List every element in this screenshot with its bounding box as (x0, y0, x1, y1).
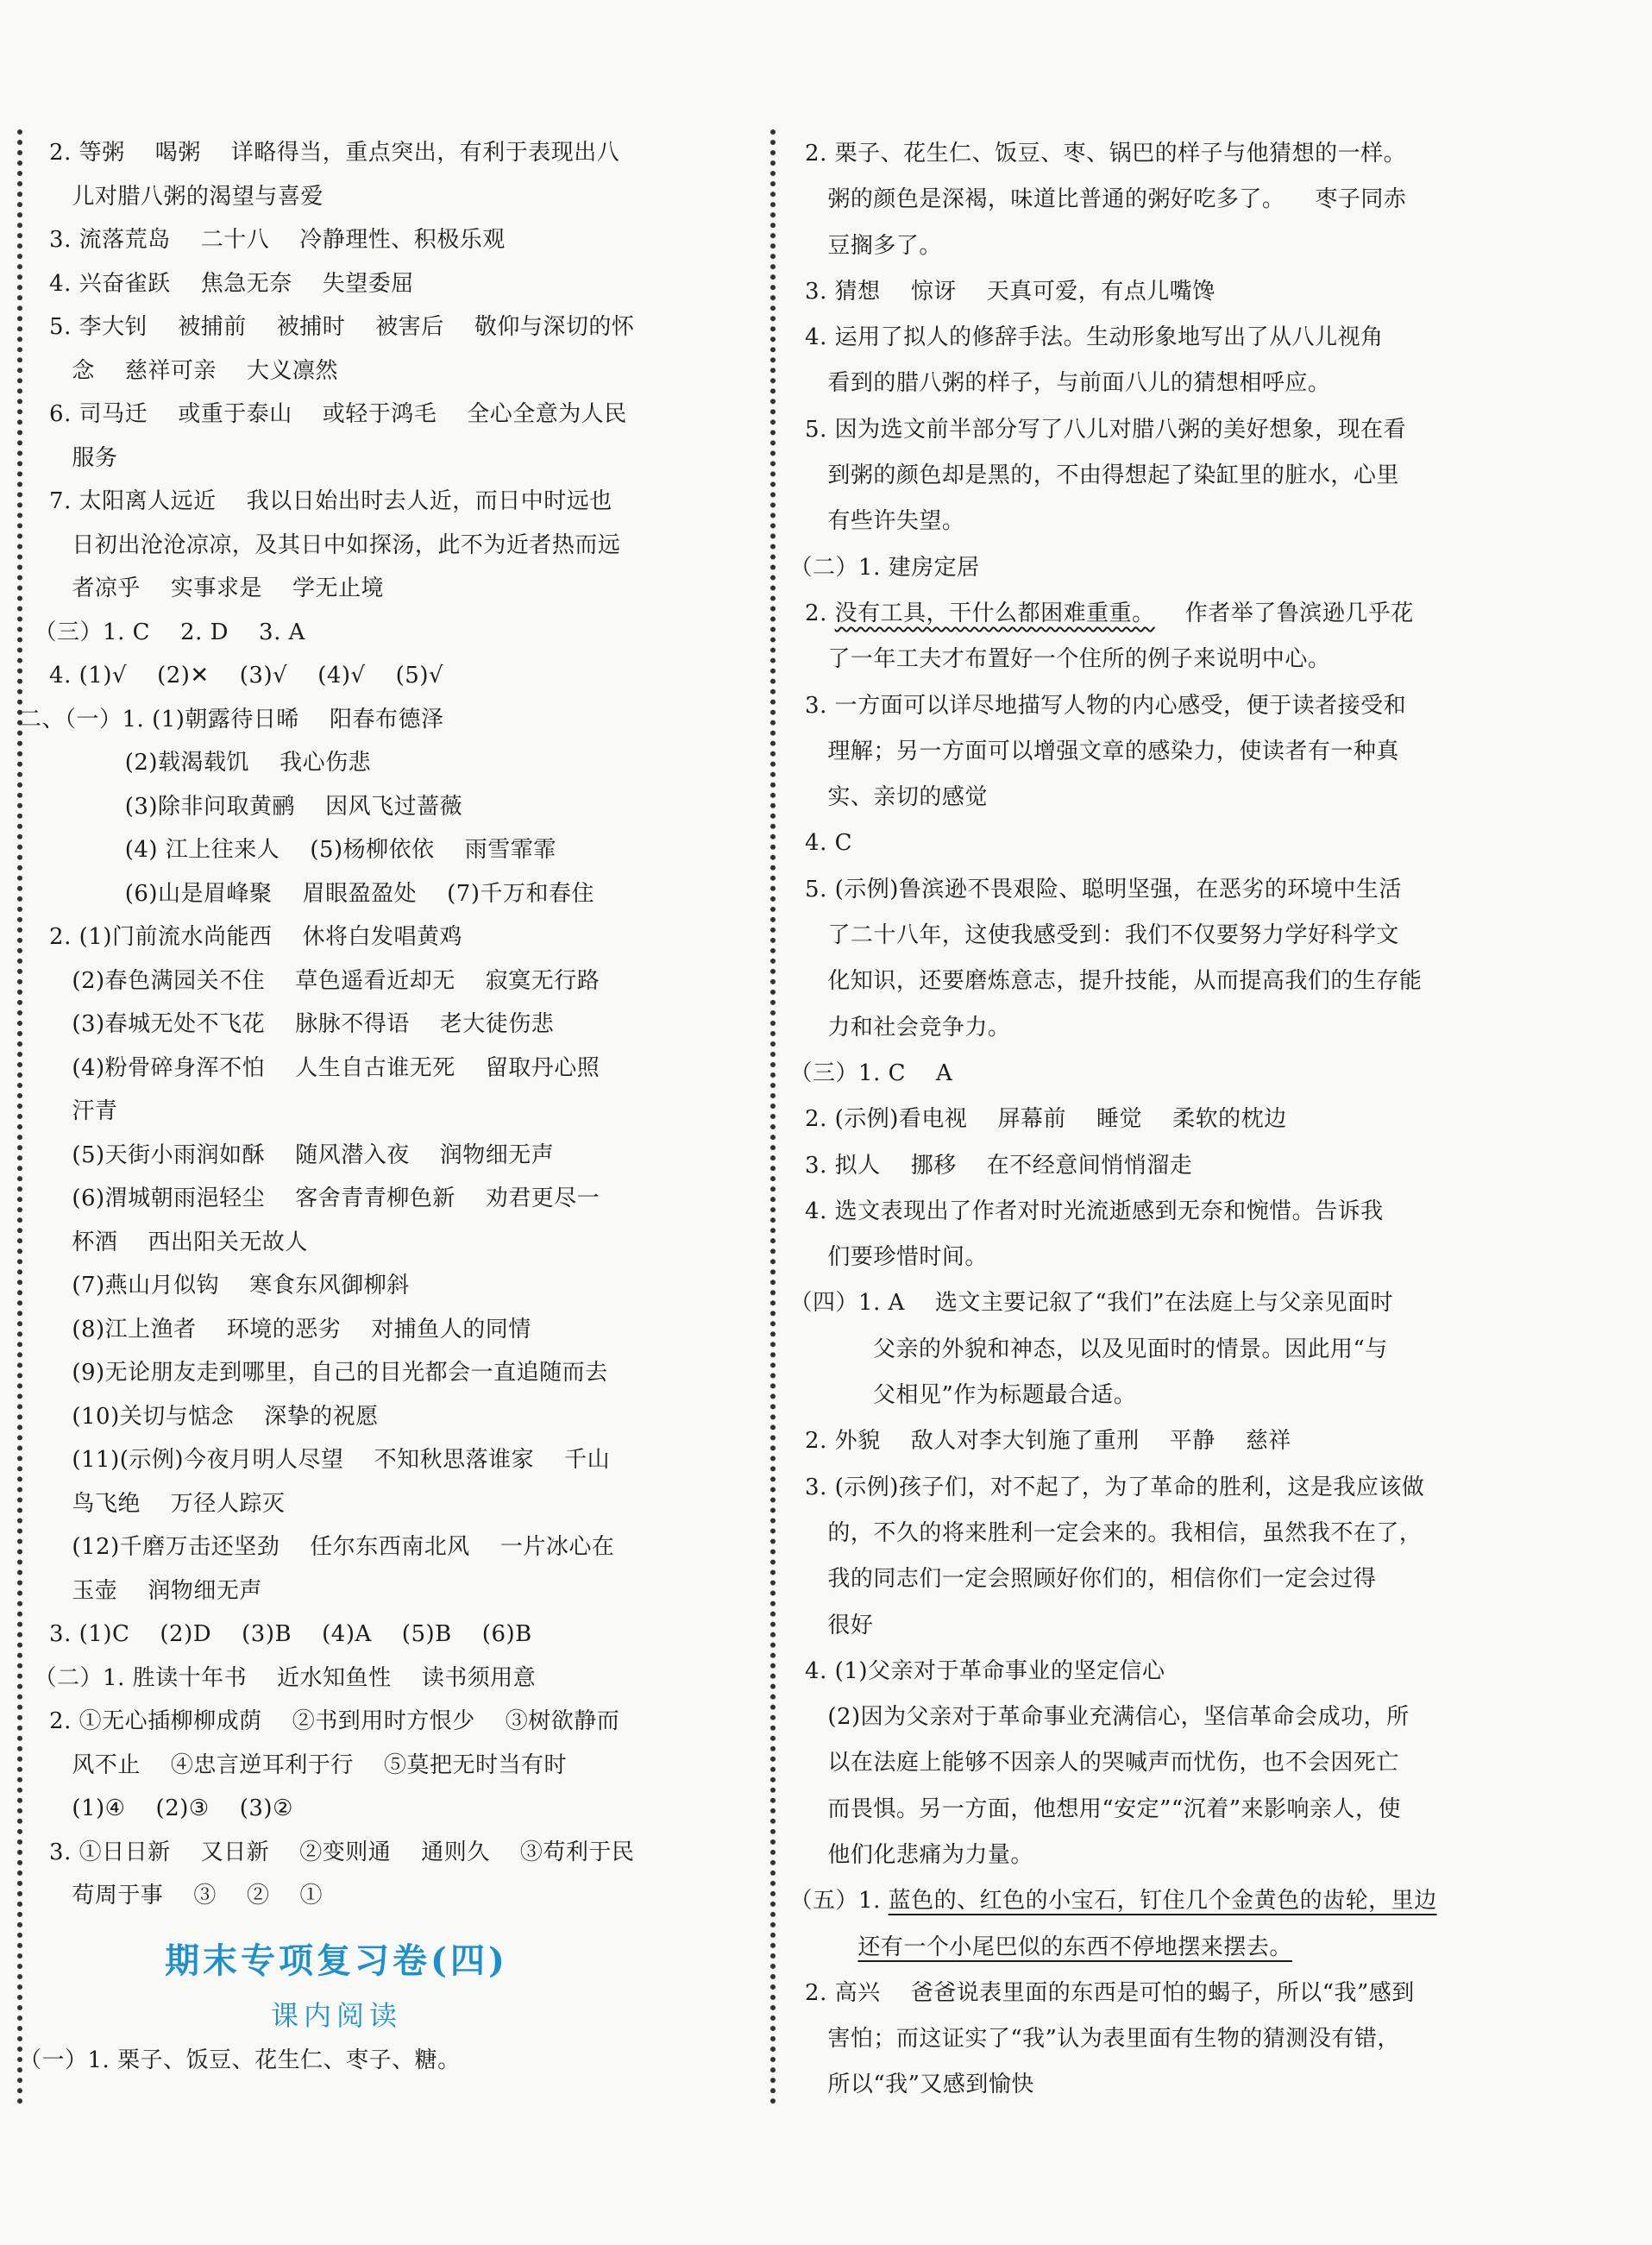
answer-text: (3)除非问取黄鹂 因风飞过蔷薇 (19, 793, 463, 820)
answer-text: 化知识，还要磨炼意志，提升技能，从而提高我们的生存能 (775, 968, 1423, 995)
answer-text: (8)江上渔者 环境的恶劣 对捕鱼人的同情 (19, 1316, 531, 1343)
answer-line (775, 1097, 1491, 1142)
answer-text: 父相见”作为标题最合适。 (775, 1382, 1137, 1409)
answer-text: 了二十八年，这使我感受到：我们不仅要努力学好科学文 (775, 922, 1399, 949)
answer-line (775, 1418, 1491, 1464)
answer-line (775, 959, 1491, 1004)
answer-text: 2. 等粥 喝粥 详略得当，重点突出，有利于表现出八 (19, 140, 620, 166)
answer-text: 很好 (775, 1612, 874, 1638)
answer-line (19, 1308, 742, 1352)
answer-line (19, 915, 742, 959)
section-subtitle: 课内阅读 (270, 1998, 402, 2032)
answer-text: (3)春城无处不飞花 脉脉不得语 老大徒伤悲 (19, 1011, 555, 1037)
answer-text: 4. 运用了拟人的修辞手法。生动形象地写出了从八儿视角 (775, 324, 1384, 351)
answer-line (775, 1556, 1491, 1602)
answer-line (19, 1221, 742, 1265)
answer-line (19, 698, 742, 742)
answer-text: 5. 因为选文前半部分写了八儿对腊八粥的美好想象，现在看 (775, 416, 1407, 443)
answer-text: 4. (1)√ (2)✕ (3)√ (4)√ (5)√ (19, 663, 444, 689)
answer-line (19, 305, 742, 349)
answer-line (775, 821, 1491, 866)
answer-line (19, 349, 742, 393)
answer-line (19, 567, 742, 611)
answer-text: 6. 司马迁 或重于泰山 或轻于鸿毛 全心全意为人民 (19, 401, 627, 427)
answer-text: 到粥的颜色却是黑的，不由得想起了染缸里的脏水，心里 (775, 462, 1399, 489)
answer-line (775, 1511, 1491, 1556)
answer-text: 7. 太阳离人远近 我以日始出时去人近，而日中时远也 (19, 488, 612, 514)
answer-line (775, 1925, 1491, 1971)
answer-text: (2)因为父亲对于革命事业充满信心，坚信革命会成功，所 (775, 1704, 1410, 1731)
answer-text: 了一年工夫才布置好一个住所的例子来说明中心。 (775, 646, 1331, 673)
answer-text: 2. (775, 600, 835, 626)
answer-text: 看到的腊八粥的样子，与前面八儿的猜想相呼应。 (775, 370, 1331, 397)
answer-text: (2)春色满园关不住 草色遥看近却无 寂寞无行路 (19, 967, 600, 994)
answer-line (775, 2016, 1491, 2062)
answer-text: (12)千磨万击还坚劲 任尔东西南北风 一片冰心在 (19, 1534, 615, 1560)
answer-line (775, 913, 1491, 959)
answer-text: 2. 外貌 敌人对李大钊施了重刑 平静 慈祥 (775, 1428, 1291, 1455)
answer-line (19, 654, 742, 698)
answer-line (19, 1525, 742, 1569)
answer-text: 儿对腊八粥的渴望与喜爱 (19, 183, 323, 210)
answer-line (775, 2062, 1491, 2108)
answer-text: 他们化悲痛为力量。 (775, 1841, 1033, 1868)
answer-line (775, 361, 1491, 406)
answer-text: 5. 李大钊 被捕前 被捕时 被害后 敬仰与深切的怀 (19, 314, 635, 340)
answer-line (19, 828, 742, 872)
answer-text: (2)载渴载饥 我心伤悲 (19, 750, 372, 776)
answer-line (19, 785, 742, 829)
answer-line (775, 1833, 1491, 1878)
answer-text: 风不止 ④忠言逆耳利于行 ⑤莫把无时当有时 (19, 1751, 567, 1778)
answer-line (19, 959, 742, 1003)
answer-line (775, 1189, 1491, 1235)
answer-line (19, 1134, 742, 1178)
answer-line (775, 1878, 1491, 1924)
answer-line (775, 1280, 1491, 1326)
answer-line (775, 1051, 1491, 1097)
answer-line (19, 1613, 742, 1657)
answer-text: 粥的颜色是深褐，味道比普通的粥好吃多了。 枣子同赤 (775, 186, 1407, 213)
answer-text: (1)④ (2)③ (3)② (19, 1795, 293, 1821)
left-column (19, 131, 742, 2082)
answer-text: 4. C (775, 830, 853, 857)
answer-text: 们要珍惜时间。 (775, 1244, 988, 1271)
answer-line (775, 1695, 1491, 1740)
answer-text: 杯酒 西出阳关无故人 (19, 1229, 308, 1255)
answer-text: （三）1. C A (775, 1060, 953, 1086)
answer-text: 4. 兴奋雀跃 焦急无奈 失望委屈 (19, 270, 414, 297)
answer-line (19, 1874, 742, 1918)
answer-text: （三）1. C 2. D 3. A (19, 619, 305, 645)
answer-line (775, 867, 1491, 913)
answer-text: 2. ①无心插柳柳成荫 ②书到用时方恨少 ③树欲静而 (19, 1708, 620, 1734)
answer-line (775, 591, 1491, 637)
answer-line (19, 1090, 742, 1134)
underlined-text: 还有一个小尾巴似的东西不停地摆来摆去。 (857, 1934, 1292, 1960)
answer-line (19, 1003, 742, 1047)
answer-line (19, 393, 742, 437)
answer-line (19, 131, 742, 175)
answer-text: （五）1. (775, 1888, 889, 1915)
answer-text: 二、（一）1. (1)朝露待日晞 阳春布德泽 (19, 706, 444, 733)
answer-text: 3. 猜想 惊讶 天真可爱，有点儿嘴馋 (775, 278, 1215, 305)
answer-line (19, 1657, 742, 1701)
answer-line (775, 1005, 1491, 1051)
answer-text: 苟周于事 ③ ② ① (19, 1883, 323, 1909)
answer-text: (4)粉骨碎身浑不怕 人生自古谁无死 留取丹心照 (19, 1054, 600, 1081)
answer-line (775, 315, 1491, 361)
answer-line (19, 262, 742, 306)
answer-text: 以在法庭上能够不因亲人的哭喊声而忧伤，也不会因死亡 (775, 1750, 1399, 1777)
section-title: 期末专项复习卷(四) (165, 1940, 508, 1981)
answer-text: 5. (示例)鲁滨逊不畏艰险、聪明坚强，在恶劣的环境中生活 (775, 876, 1402, 902)
answer-text: 玉壶 润物细无声 (19, 1577, 262, 1604)
answer-text: (7)燕山月似钩 寒食东风御柳斜 (19, 1273, 410, 1299)
answer-line (19, 1569, 742, 1613)
underlined-text: 蓝色的、红色的小宝石，钉住几个金黄色的齿轮，里边 (888, 1888, 1437, 1915)
answer-text: 的，不久的将来胜利一定会来的。我相信，虽然我不在了， (775, 1519, 1423, 1546)
answer-line (19, 611, 742, 655)
answer-line (775, 407, 1491, 453)
answer-text: (9)无论朋友走到哪里，自己的目光都会一直追随而去 (19, 1360, 608, 1386)
answer-text: (6)渭城朝雨浥轻尘 客舍青青柳色新 劝君更尽一 (19, 1185, 600, 1211)
answer-text: 我的同志们一定会照顾好你们的，相信你们一定会过得 (775, 1566, 1377, 1593)
answer-line (775, 1603, 1491, 1649)
answer-text: 3. 一方面可以详尽地描写人物的内心感受，便于读者接受和 (775, 692, 1407, 719)
answer-line (19, 1047, 742, 1091)
right-answer-lines (775, 131, 1491, 2109)
answer-text: (10)关切与惦念 深挚的祝愿 (19, 1403, 379, 1430)
answer-line (19, 480, 742, 524)
answer-line: （一）1. 栗子、饭豆、花生仁、枣子、糖。 (19, 2047, 461, 2073)
answer-line (775, 269, 1491, 315)
answer-line (775, 1373, 1491, 1418)
answer-text: 念 慈祥可亲 大义凛然 (19, 357, 338, 384)
answer-text: 2. 栗子、花生仁、饭豆、枣、锅巴的样子与他猜想的一样。 (775, 141, 1407, 167)
answer-text: 力和社会竞争力。 (775, 1014, 1011, 1041)
answer-text: 3. 拟人 挪移 在不经意间悄悄溜走 (775, 1152, 1193, 1179)
answer-line (775, 177, 1491, 223)
answer-text: 3. 流落荒岛 二十八 冷静理性、积极乐观 (19, 227, 506, 253)
section-heading (69, 1918, 742, 2039)
answer-text: 3. ①日日新 又日新 ②变则通 通则久 ③苟利于民 (19, 1839, 635, 1865)
answer-text: 实、亲切的感觉 (775, 784, 988, 811)
answer-line (775, 1649, 1491, 1695)
answer-text: 者凉乎 实事求是 学无止境 (19, 575, 384, 601)
answer-line (775, 1235, 1491, 1280)
answer-text: 日初出沧沧凉凉，及其日中如探汤，此不为近者热而远 (19, 531, 621, 558)
answer-line (19, 1700, 742, 1744)
answer-line (19, 1482, 742, 1526)
wavy-underlined-text: 没有工具，干什么都困难重重。 (834, 600, 1155, 626)
answer-text: （四）1. A 选文主要记叙了“我们”在法庭上与父亲见面时 (775, 1290, 1394, 1317)
answer-line (775, 729, 1491, 775)
answer-text: (11)(示例)今夜月明人尽望 不知秋思落谁家 千山 (19, 1447, 611, 1473)
answer-text: 2. 高兴 爸爸说表里面的东西是可怕的蝎子，所以“我”感到 (775, 1979, 1415, 2006)
answer-text (775, 1934, 857, 1960)
answer-text: 服务 (19, 444, 118, 471)
answer-line (775, 1787, 1491, 1833)
answer-text: 4. 选文表现出了作者对时光流逝感到无奈和惋惜。告诉我 (775, 1198, 1384, 1224)
answer-line (19, 741, 742, 785)
answer-line (775, 223, 1491, 269)
answer-line (775, 545, 1491, 591)
answer-line (19, 1438, 742, 1482)
answer-line (19, 1264, 742, 1308)
answer-line (775, 499, 1491, 544)
right-column (775, 131, 1491, 2109)
answer-text: 所以“我”又感到愉快 (775, 2072, 1034, 2098)
answer-text: 2. (示例)看电视 屏幕前 睡觉 柔软的枕边 (775, 1106, 1287, 1133)
answer-line (775, 683, 1491, 729)
answer-text: 父亲的外貌和神态，以及见面时的情景。因此用“与 (775, 1336, 1388, 1362)
answer-line (775, 1740, 1491, 1786)
answer-text: 汗青 (19, 1098, 118, 1124)
answer-line (775, 1971, 1491, 2016)
answer-line (19, 218, 742, 262)
answer-line (19, 175, 742, 219)
answer-text: 4. (1)父亲对于革命事业的坚定信心 (775, 1657, 1165, 1684)
answer-line (19, 1787, 742, 1831)
answer-text: 豆搁多了。 (775, 232, 942, 259)
answer-text: 3. (1)C (2)D (3)B (4)A (5)B (6)B (19, 1621, 532, 1647)
answer-line (19, 1831, 742, 1875)
answer-line (775, 1465, 1491, 1511)
answer-text: 鸟飞绝 万径人踪灭 (19, 1490, 286, 1517)
answer-text: 害怕；而这证实了“我”认为表里面有生物的猜测没有错， (775, 2026, 1400, 2053)
answer-line (19, 1351, 742, 1395)
answer-text: 3. (示例)孩子们，对不起了，为了革命的胜利，这是我应该做 (775, 1474, 1425, 1500)
answer-text: (6)山是眉峰聚 眉眼盈盈处 (7)千万和春住 (19, 880, 594, 907)
answer-line (19, 872, 742, 916)
answer-line (19, 1744, 742, 1788)
answer-line (775, 131, 1491, 177)
answer-text: 而畏惧。另一方面，他想用“安定”“沉着”来影响亲人，使 (775, 1795, 1402, 1822)
answer-text: 理解；另一方面可以增强文章的感染力，使读者有一种真 (775, 738, 1399, 764)
answer-text: (4) 江上往来人 (5)杨柳依依 雨雪霏霏 (19, 837, 556, 863)
answer-line (775, 1327, 1491, 1373)
answer-line (19, 1177, 742, 1221)
answer-text: 作者举了鲁滨逊几乎花 (1154, 600, 1414, 626)
answer-text: （二）1. 建房定居 (775, 554, 980, 581)
answer-text: （二）1. 胜读十年书 近水知鱼性 读书须用意 (19, 1664, 537, 1691)
answer-line (775, 775, 1491, 821)
answer-line (19, 437, 742, 481)
answer-line (19, 1395, 742, 1439)
answer-line (775, 453, 1491, 499)
answer-text: (5)天街小雨润如酥 随风潜入夜 润物细无声 (19, 1141, 555, 1168)
answer-text: 有些许失望。 (775, 508, 965, 535)
answer-line (19, 524, 742, 568)
answer-text: 2. (1)门前流水尚能西 休将白发唱黄鸡 (19, 924, 463, 950)
answer-line (775, 1143, 1491, 1189)
left-answer-lines (19, 131, 742, 1918)
answer-line (775, 637, 1491, 682)
